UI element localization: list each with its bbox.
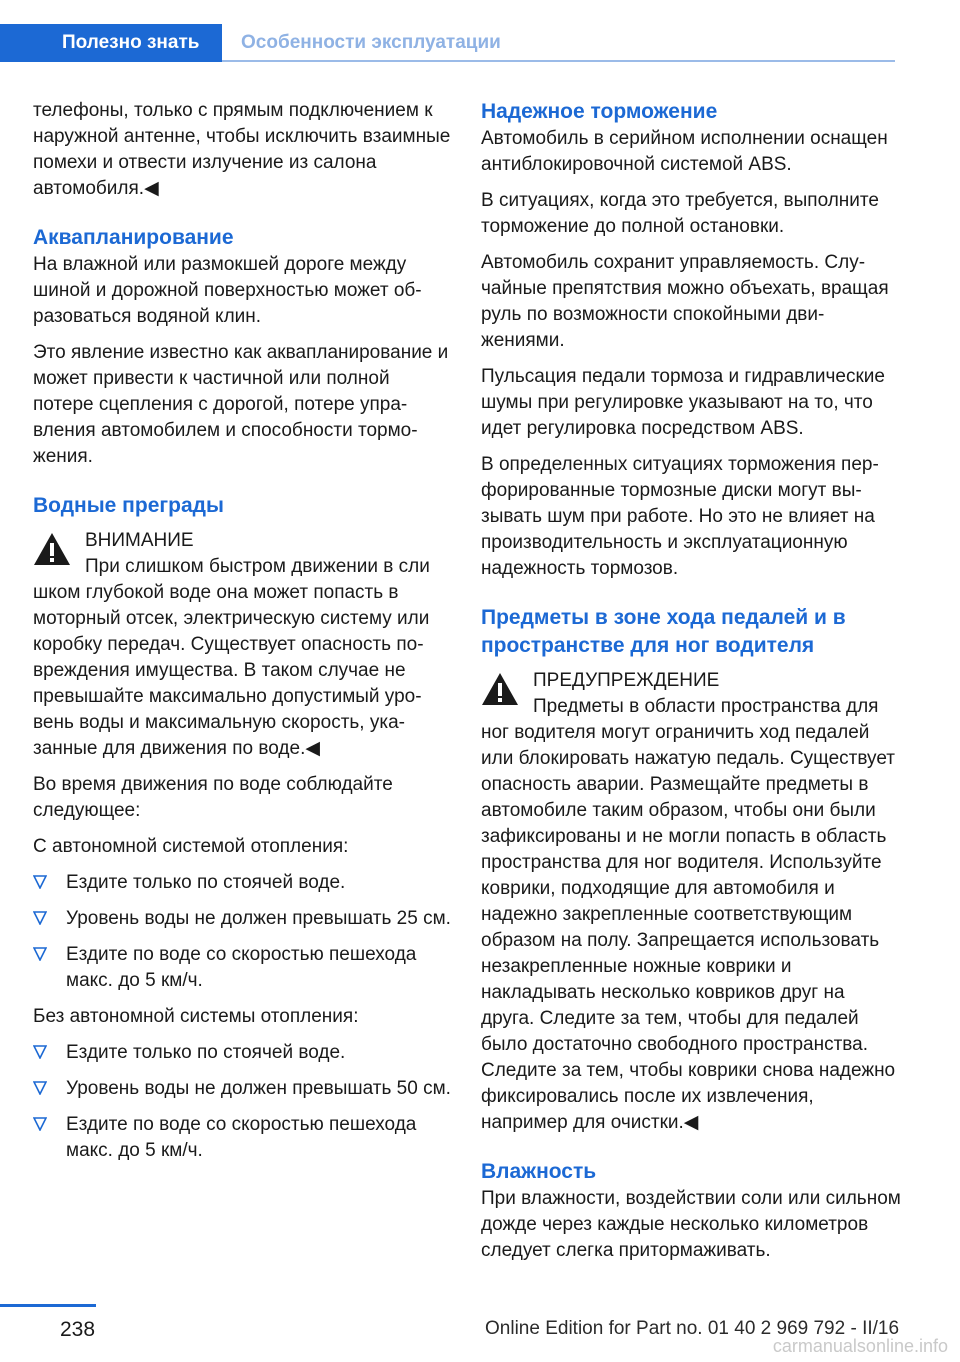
- warning-block: [33, 528, 453, 580]
- watermark: carmanualsonline.info: [772, 1336, 948, 1356]
- triangle-bullet-icon: [33, 875, 47, 889]
- page-header: [0, 24, 895, 62]
- pedal-objects-heading: Предметы в зоне хода педалей и в пространстве для ног водителя: [481, 606, 846, 657]
- section-tab[interactable]: Особенности эксплуатации: [241, 32, 501, 53]
- triangle-bullet-icon: [33, 1045, 47, 1059]
- braking-paragraph-3: Автомобиль сохранит управляемость. Случайные препятствия можно объехать, вращая руль по возможности спокойными движениями.: [481, 252, 889, 351]
- warning-triangle-icon: [481, 672, 519, 706]
- without-heating-label: Без автономной системы отопления:: [33, 1006, 359, 1027]
- warning-label: ПРЕДУПРЕЖДЕНИЕ: [533, 670, 720, 691]
- braking-paragraph-1: Автомобиль в серийном исполнении оснащен антиблокировочной системой ABS.: [481, 128, 888, 175]
- without-heating-list: [33, 1040, 453, 1164]
- list-item: Ездите только по стоячей воде.: [33, 1040, 453, 1066]
- header-divider: [222, 60, 895, 62]
- warning-triangle-icon: [33, 532, 71, 566]
- braking-heading: Надежное торможение: [481, 100, 718, 123]
- list-item: Уровень воды не должен превышать 25 см.: [33, 906, 453, 932]
- aquaplaning-heading: Аквапланирование: [33, 226, 234, 249]
- braking-paragraph-4: Пульсация педали тормоза и гидравлические шумы при регулировке указывают на то, что идет регулировка посредством ABS.: [481, 366, 885, 439]
- list-item: Ездите по воде со скоростью пешехода макс. до 5 км/ч.: [33, 942, 453, 994]
- humidity-paragraph: При влажности, воздействии соли или сильном дожде через каждые несколько километров следует слегка притормаживать.: [481, 1188, 901, 1261]
- warning-text: ног водителя могут ограничить ход педалей или блокировать нажатую педаль. Существует опасность аварии. Размещайте предметы в автомобиле таким образом, чтобы они были зафиксированы и не могли попасть в область пространства для ног водителя. Используйте коврики, подходящие для автомобиля и надежно закрепленные соответствующим образом на полу. Запрещается использовать незакрепленные ножные коврики и накладывать несколько ковриков друг на друга. Следите за тем, чтобы для педалей было достаточно свободного пространства. Следите за тем, чтобы коврики снова надежно фиксировались после их извлечения, например для очистки.◀: [481, 722, 896, 1133]
- triangle-bullet-icon: [33, 947, 47, 961]
- footer-accent-rule: [0, 1304, 96, 1307]
- aquaplaning-paragraph-1: На влажной или размокшей дороге между шиной и дорожной поверхностью может образоваться водяной клин.: [33, 254, 422, 327]
- humidity-heading: Влажность: [481, 1160, 597, 1183]
- braking-paragraph-5: В определенных ситуациях торможения перфорированные тормозные диски могут вызывать шум при работе. Но это не влияет на производительность и эксплуатационную надежность тормозов.: [481, 454, 879, 579]
- aquaplaning-paragraph-2: Это явление известно как аквапланирование и может привести к частичной или полной потере сцепления с дорогой, потере управления автомобилем и способности торможения.: [33, 342, 449, 467]
- list-item: Ездите по воде со скоростью пешехода макс. до 5 км/ч.: [33, 1112, 453, 1164]
- triangle-bullet-icon: [33, 911, 47, 925]
- warning-text: шком глубокой воде она может попасть в моторный отсек, электрическую систему или коробку передач. Существует опасность повреждения имущества. В таком случае не превышайте максимально допустимый уровень воды и максимальную скорость, указанные для движения по воде.◀: [33, 582, 430, 759]
- triangle-bullet-icon: [33, 1117, 47, 1131]
- intro-paragraph: телефоны, только с прямым подключением к наружной антенне, чтобы исключить взаимные помехи и отвести излучение из салона автомобиля.◀: [33, 100, 451, 199]
- water-obstacles-heading: Водные преграды: [33, 494, 224, 517]
- warning-block: [481, 668, 901, 720]
- chapter-tab[interactable]: Полезно знать: [0, 24, 222, 62]
- list-item: Ездите только по стоячей воде.: [33, 870, 453, 896]
- braking-paragraph-2: В ситуациях, когда это требуется, выполните торможение до полной остановки.: [481, 190, 879, 237]
- with-heating-list: [33, 870, 453, 994]
- list-item: Уровень воды не должен превышать 50 см.: [33, 1076, 453, 1102]
- page-number: 238: [60, 1318, 96, 1341]
- triangle-bullet-icon: [33, 1081, 47, 1095]
- warning-text-first-line: Предметы в области пространства для: [533, 696, 879, 717]
- warning-text-first-line: При слишком быстром движении в сли: [85, 556, 430, 577]
- left-column: [33, 98, 453, 1174]
- follow-paragraph: Во время движения по воде соблюдайте следующее:: [33, 774, 393, 821]
- warning-label: ВНИМАНИЕ: [85, 530, 194, 551]
- right-column: [481, 98, 901, 1274]
- edition-note: Online Edition for Part no. 01 40 2 969 792 - II/16: [485, 1318, 900, 1339]
- with-heating-label: С автономной системой отопления:: [33, 836, 349, 857]
